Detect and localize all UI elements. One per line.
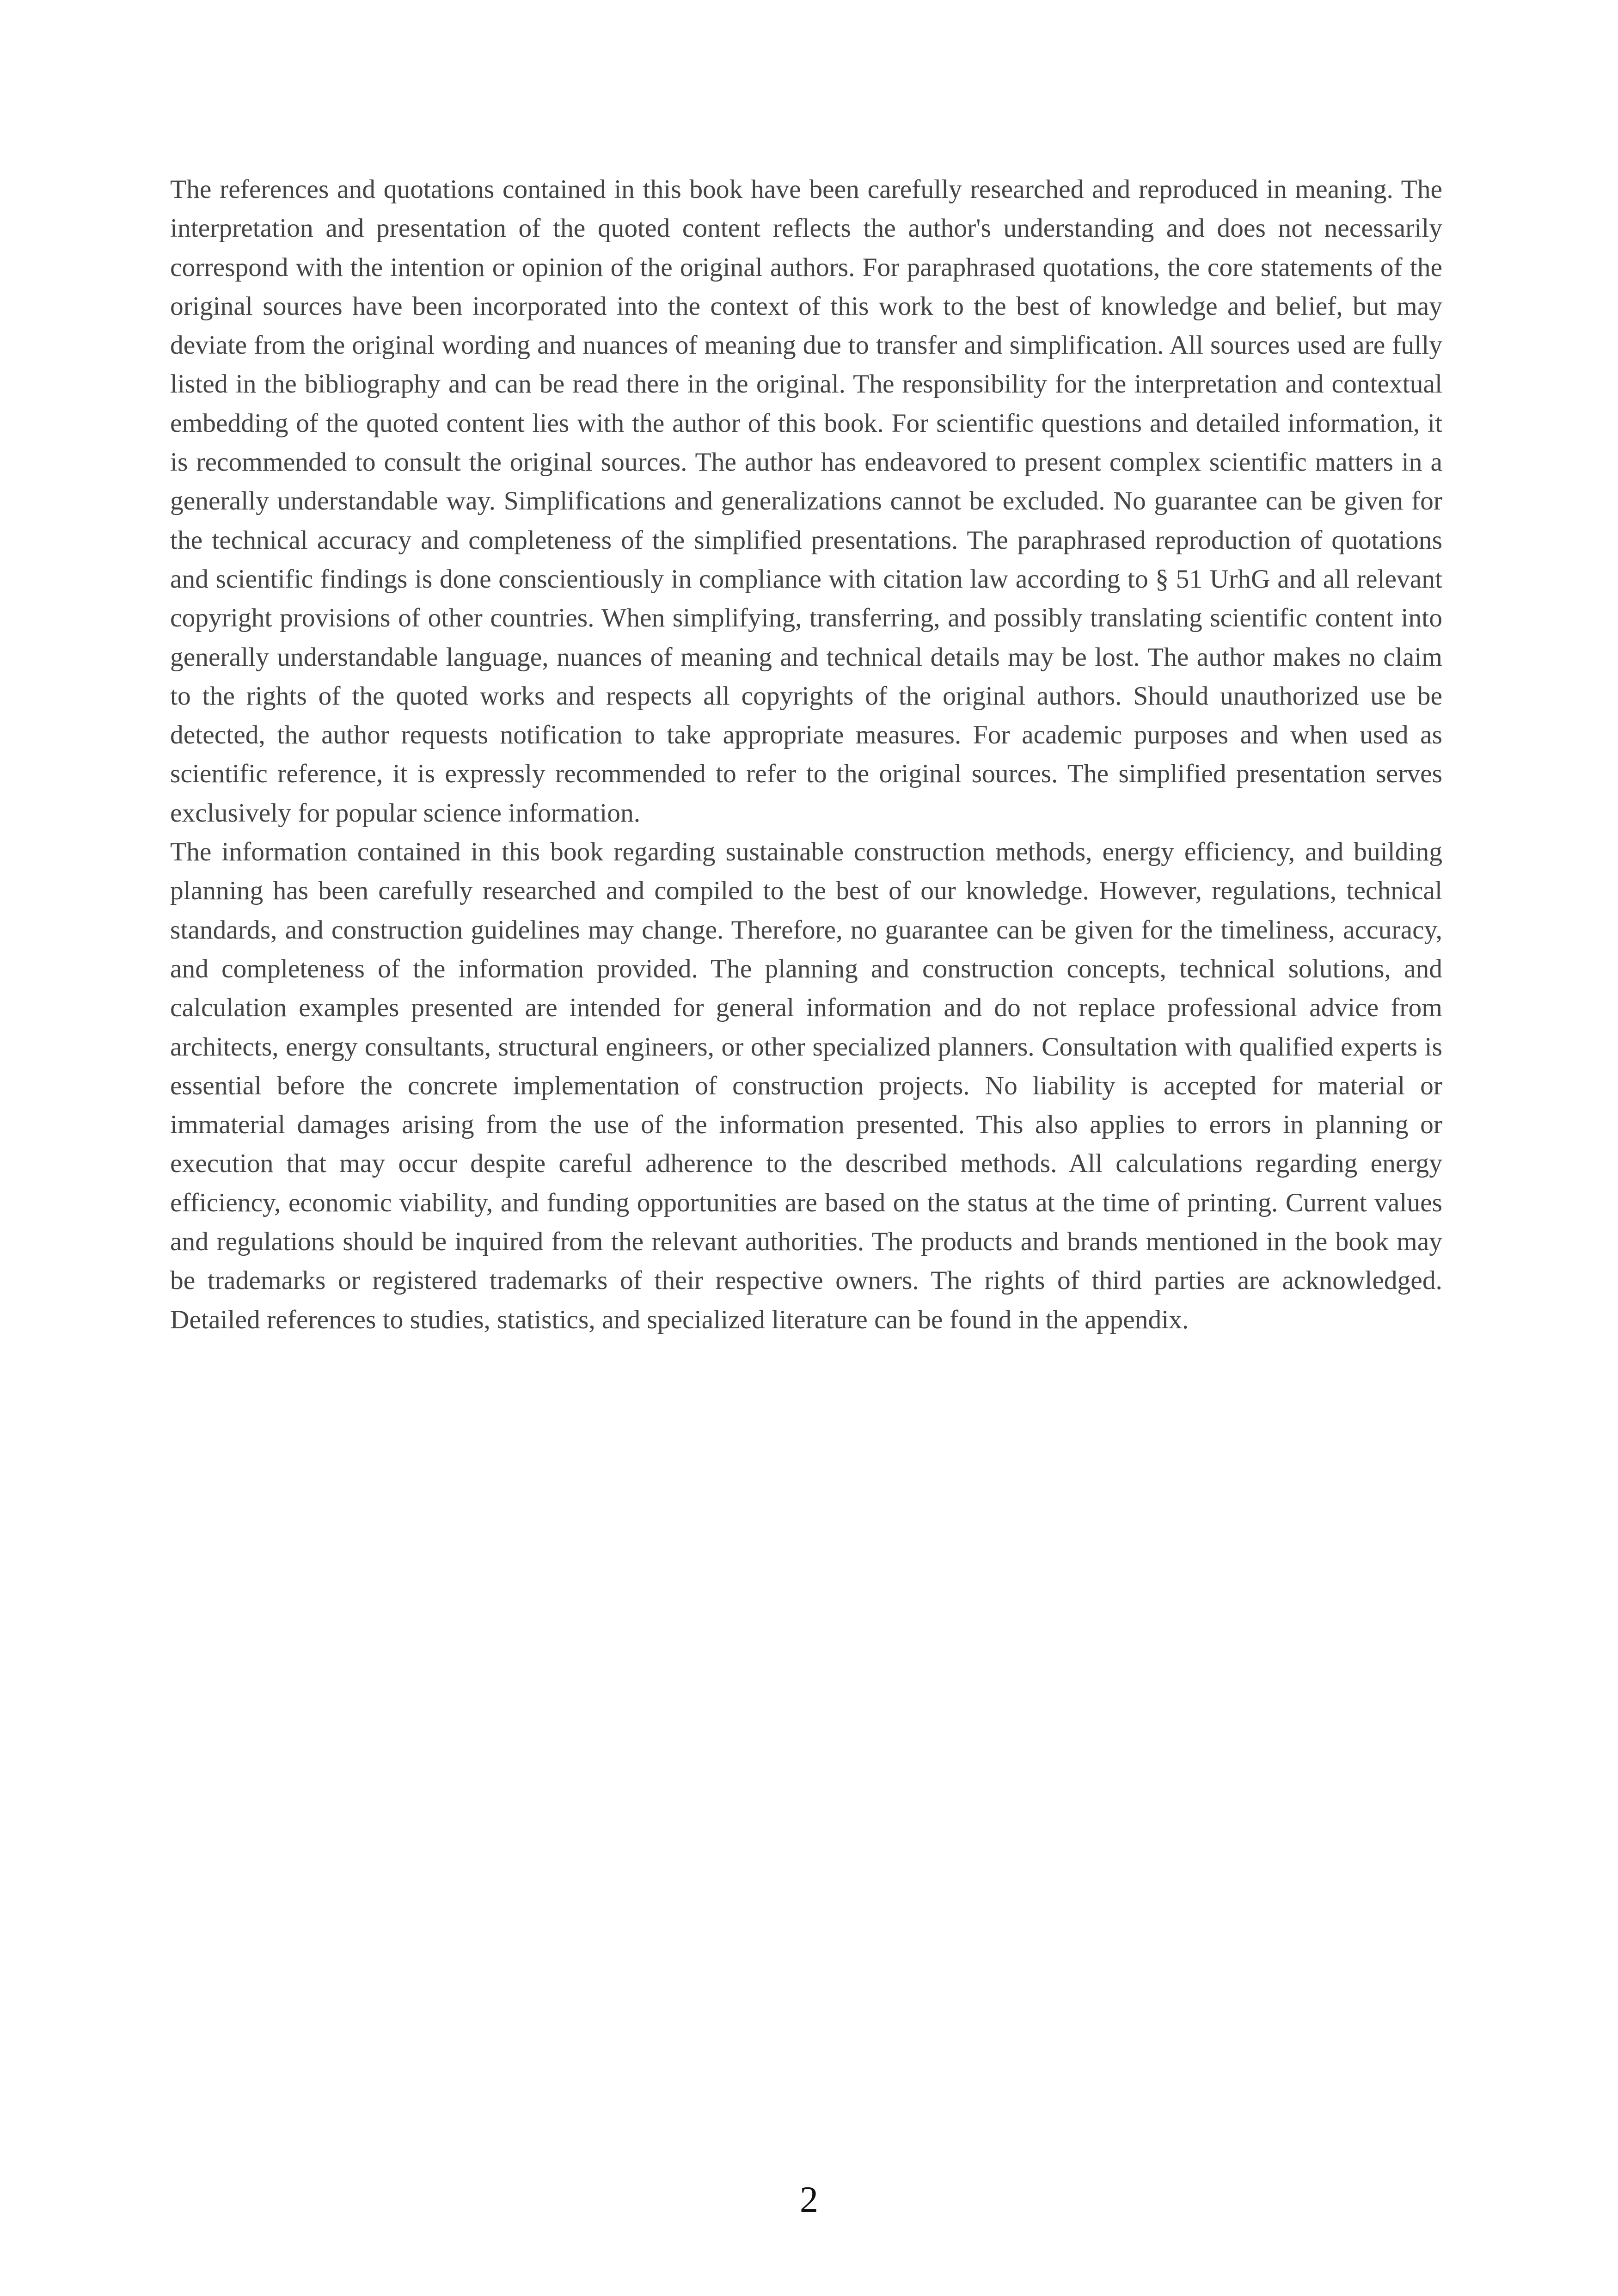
page-number: 2 — [800, 2179, 818, 2220]
paragraph-liability-disclaimer: The information contained in this book regarding sustainable construction methods, energy efficiency, and building planning has been carefully researched and compiled to the best of our knowledge. However, regulations, technical standards, and construction guidelines may change. Therefore, no guarantee can be given for the timeliness, accuracy, and completeness of the information provided. The planning and construction concepts, technical solutions, and calculation examples presented are intended for general information and do not replace professional advice from architects, energy consultants, structural engineers, or other specialized planners. Consultation with qualified experts is essential before the concrete implementation of construction projects. No liability is accepted for material or immaterial damages arising from the use of the information presented. This also applies to errors in planning or execution that may occur despite careful adherence to the described methods. All calculations regarding energy efficiency, economic viability, and funding opportunities are based on the status at the time of printing. Current values and regulations should be inquired from the relevant authorities. The products and brands mentioned in the book may be trademarks or registered trademarks of their respective owners. The rights of third parties are acknowledged. Detailed references to studies, statistics, and specialized literature can be found in the appendix. — [170, 837, 1442, 1334]
paragraph-citation-disclaimer: The references and quotations contained in this book have been carefully researched and reproduced in meaning. The interpretation and presentation of the quoted content reflects the author's understanding and does not necessarily correspond with the intention or opinion of the original authors. For paraphrased quotations, the core statements of the original sources have been incorporated into the context of this work to the best of knowledge and belief, but may deviate from the original wording and nuances of meaning due to transfer and simplification. All sources used are fully listed in the bibliography and can be read there in the original. The responsibility for the interpretation and contextual embedding of the quoted content lies with the author of this book. For scientific questions and detailed information, it is recommended to consult the original sources. The author has endeavored to present complex scientific matters in a generally understandable way. Simplifications and generalizations cannot be excluded. No guarantee can be given for the technical accuracy and completeness of the simplified presentations. The paraphrased reproduction of quotations and scientific findings is done conscientiously in compliance with citation law according to § 51 UrhG and all relevant copyright provisions of other countries. When simplifying, transferring, and possibly translating scientific content into generally understandable language, nuances of meaning and technical details may be lost. The author makes no claim to the rights of the quoted works and respects all copyrights of the original authors. Should unauthorized use be detected, the author requests notification to take appropriate measures. For academic purposes and when used as scientific reference, it is expressly recommended to refer to the original sources. The simplified presentation serves exclusively for popular science information. — [170, 175, 1442, 828]
body-text — [170, 170, 1442, 1339]
